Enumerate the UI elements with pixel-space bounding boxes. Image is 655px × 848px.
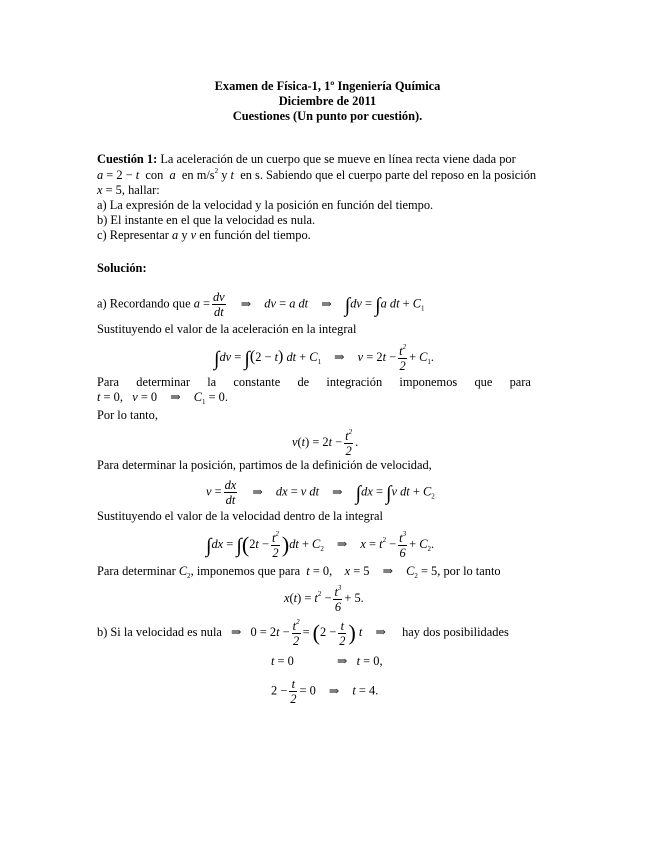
por-lo-tanto-text: Por lo tanto, bbox=[97, 408, 158, 422]
question-part-a: a) La expresión de la velocidad y la posición en función del tiempo. bbox=[97, 198, 434, 212]
det-const-line: Para determinar la constante de integración imponemos que para bbox=[97, 375, 531, 389]
question-part-c: c) Representar a y v en función del tiempo. bbox=[97, 228, 311, 242]
solution-a-intro: a) Recordando que a = $\frac{dv}{dt}$ ⇒ dv = a dt ⇒ ∫dv = ∫a dt + $C_1$ bbox=[97, 290, 425, 320]
possibility-1-equation: t = 0 ⇒ t = 0, bbox=[271, 654, 383, 668]
possibility-2-equation: 2 − $\frac{t}{2}$ = 0 ⇒ t = 4. bbox=[271, 677, 379, 707]
det-pos-text: Para determinar la posición, partimos de la definición de velocidad, bbox=[97, 458, 432, 472]
position-result-equation: $x(t) = t^2$ − $\frac{t^3}{6}$ + 5. bbox=[284, 584, 364, 615]
subst-accel-text: Sustituyendo el valor de la aceleración en la integral bbox=[97, 322, 357, 336]
question-1-line3: x = 5, hallar: bbox=[97, 183, 160, 197]
question-1-intro: Cuestión 1: La aceleración de un cuerpo que se mueve en línea recta viene dada por bbox=[97, 152, 516, 166]
exam-subtitle: Cuestiones (Un punto por cuestión). bbox=[232, 109, 423, 123]
initial-condition-v: t = 0, v = 0 ⇒ $C_1 = 0$. bbox=[97, 390, 228, 406]
velocity-definition-equation: v = $\frac{dx}{dt}$ ⇒ dx = v dt ⇒ ∫dx = ∫v dt + $C_2$ bbox=[206, 478, 435, 508]
position-integral-equation: ∫dx = ∫(2t − $\frac{t^2}{2}$ )$dt + C_2$ ⇒ $x = t^2$ − $\frac{t^3}{6}$ + $C_2$. bbox=[206, 530, 435, 561]
question-label: Cuestión 1: bbox=[97, 152, 158, 166]
velocity-integral-equation: ∫dv = ∫(2 − t) dt + $C_1$ ⇒ v = 2t − $\frac{t^2}{2}$ + $C_1$. bbox=[214, 343, 435, 374]
velocity-result-equation: v(t) = 2t − $\frac{t^2}{2}$ . bbox=[292, 428, 359, 459]
solution-b-intro: b) Si la velocidad es nula ⇒ 0 = 2t − $\frac{t^2}{2}$ = (2 − $\frac{t}{2}$ ) t ⇒ hay dos posibilidades bbox=[97, 618, 509, 649]
det-c2-line: Para determinar $C_2$, imponemos que para t = 0, x = 5 ⇒ $C_2 = 5$, por lo tanto bbox=[97, 564, 501, 580]
exam-date: Diciembre de 2011 bbox=[278, 94, 377, 108]
exam-title: Examen de Física-1, 1º Ingeniería Química bbox=[214, 79, 441, 93]
question-1-line2: a = 2 − t con a en $m/s^2$ y t en s. Sabiendo que el cuerpo parte del reposo en la posición bbox=[97, 167, 537, 182]
subst-vel-text: Sustituyendo el valor de la velocidad dentro de la integral bbox=[97, 509, 383, 523]
question-part-b: b) El instante en el que la velocidad es nula. bbox=[97, 213, 316, 227]
solution-heading: Solución: bbox=[97, 261, 147, 275]
